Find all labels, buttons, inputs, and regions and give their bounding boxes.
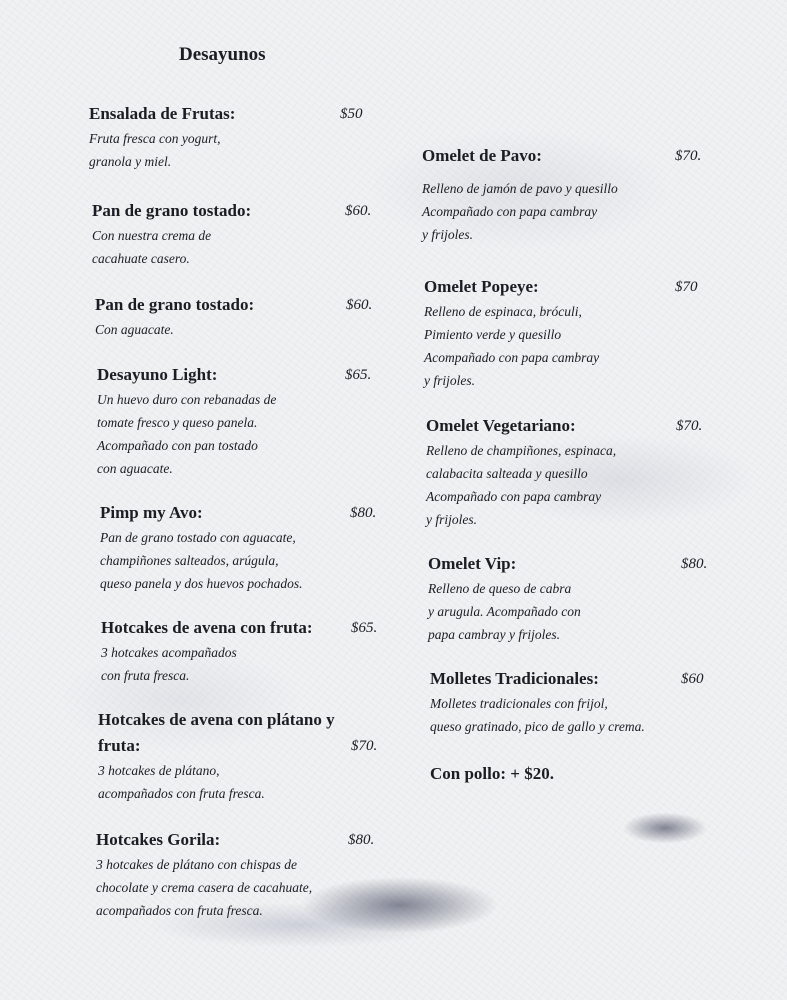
item-description: Con aguacate. — [95, 322, 174, 337]
item-description: Fruta fresca con yogurt, granola y miel. — [89, 131, 221, 169]
item-name: Pimp my Avo: — [100, 503, 203, 522]
item-price: $80. — [681, 556, 708, 572]
item-description: 3 hotcakes acompañados con fruta fresca. — [101, 645, 237, 683]
item-price: $80. — [350, 505, 377, 521]
menu-title: Desayunos — [179, 44, 266, 65]
item-name: Hotcakes de avena con fruta: — [101, 618, 313, 637]
item-description: Con nuestra crema de cacahuate casero. — [92, 228, 212, 266]
item-price: $80. — [348, 832, 375, 848]
item-name: Hotcakes de avena con plátano y — [98, 710, 335, 729]
item-price: $70 — [675, 279, 698, 295]
item-description: 3 hotcakes de plátano con chispas de chocolate y crema casera de cacahuate, acompañados con fruta fresca. — [96, 857, 313, 918]
item-price: $60. — [346, 297, 373, 313]
item-price: $60 — [681, 671, 704, 687]
item-description: 3 hotcakes de plátano, acompañados con fruta fresca. — [98, 763, 265, 801]
item-name: Omelet de Pavo: — [422, 146, 542, 165]
item-name: Ensalada de Frutas: — [89, 104, 236, 123]
item-price: $60. — [345, 203, 372, 219]
item-name: Molletes Tradicionales: — [430, 669, 599, 688]
item-description: Pan de grano tostado con aguacate, champiñones salteados, arúgula, queso panela y dos huevos pochados. — [100, 530, 303, 591]
item-price: $65. — [345, 367, 372, 383]
item-description: Relleno de queso de cabra y arugula. Acompañado con papa cambray y frijoles. — [428, 581, 581, 642]
item-price: $70. — [351, 738, 378, 754]
item-name-continued: fruta: — [98, 736, 141, 755]
item-name: Omelet Vegetariano: — [426, 416, 576, 435]
item-price: $70. — [675, 148, 702, 164]
item-description: Relleno de champiñones, espinaca, calabacita salteada y quesillo Acompañado con papa cambray y frijoles. — [426, 443, 617, 527]
item-name: Hotcakes Gorila: — [96, 830, 221, 849]
item-price: $50 — [340, 106, 363, 122]
item-price: $70. — [676, 418, 703, 434]
item-name: Desayuno Light: — [97, 365, 218, 384]
item-name: Con pollo: + $20. — [430, 764, 554, 783]
item-price: $65. — [351, 620, 378, 636]
item-name: Omelet Popeye: — [424, 277, 539, 296]
item-description: Un huevo duro con rebanadas de tomate fresco y queso panela. Acompañado con pan tostado con aguacate. — [97, 392, 277, 476]
item-description: Molletes tradicionales con frijol, queso gratinado, pico de gallo y crema. — [430, 696, 645, 734]
item-description: Relleno de jamón de pavo y quesillo Acompañado con papa cambray y frijoles. — [422, 181, 618, 242]
item-name: Omelet Vip: — [428, 554, 517, 573]
item-name: Pan de grano tostado: — [92, 201, 252, 220]
item-description: Relleno de espinaca, bróculi, Pimiento verde y quesillo Acompañado con papa cambray y frijoles. — [424, 304, 600, 388]
item-name: Pan de grano tostado: — [95, 295, 255, 314]
